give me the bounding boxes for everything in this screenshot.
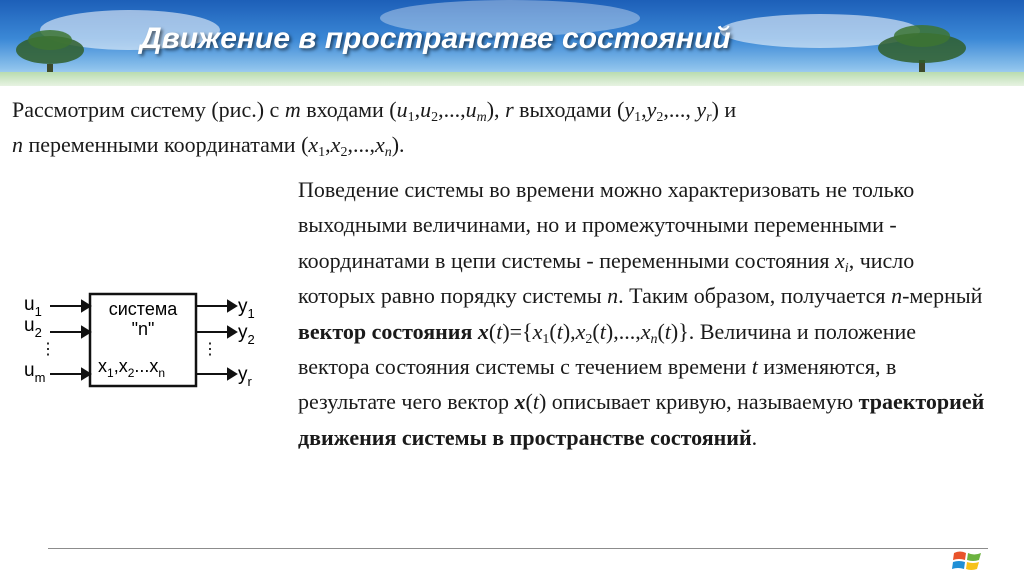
input-label: $u_2$	[24, 315, 42, 340]
header-banner	[0, 0, 1024, 86]
output-label: $y_r$	[238, 364, 252, 389]
header-ground	[0, 72, 1024, 86]
output-label: $y_2$	[238, 322, 255, 347]
system-block-diagram	[22, 288, 272, 394]
block-order-label: "n"	[131, 319, 155, 339]
state-vector-term: вектор состояния	[298, 318, 473, 344]
input-label: $u_m$	[24, 360, 46, 385]
input-ellipsis: ⋮	[40, 341, 56, 358]
trajectory-term: траекторией движения системы в пространстве состояний	[298, 389, 985, 450]
state-variables: $x_1,x_2...x_n$	[98, 356, 166, 380]
footer-divider	[48, 548, 988, 549]
intro-text: Рассмотрим систему (рис.) с m входами $(u_1,u_2,...,u_m)$, r выходами ($y_1,y_2$,..., $y_r$) и n переменными координатами $(x_1,x_2,...,x_n)$.	[12, 97, 737, 160]
block-label: система	[108, 299, 178, 319]
windows-logo-icon	[950, 549, 984, 573]
state-vector-paragraph: Поведение системы во времени можно характеризовать не только выходными величинами, но и промежуточными переменными - координатами в цепи системы - переменными состояния $x_i$, число которых равно порядку системы n. Таким образом, получается n-мерный вектор состояния $x(t)=\{x_1(t),x_2(t),...,x_n(t)\}$. Величина и положение вектора состояния системы с течением времени t изменяются, в результате чего вектор x(t) описывает кривую, называемую траекторией движения системы в пространстве состояний.	[298, 177, 985, 450]
input-label: $u_1$	[24, 294, 42, 319]
output-label: $y_1$	[238, 296, 255, 321]
slide-title: Движение в пространстве состояний	[140, 22, 731, 55]
output-ellipsis: ⋮	[202, 341, 218, 358]
